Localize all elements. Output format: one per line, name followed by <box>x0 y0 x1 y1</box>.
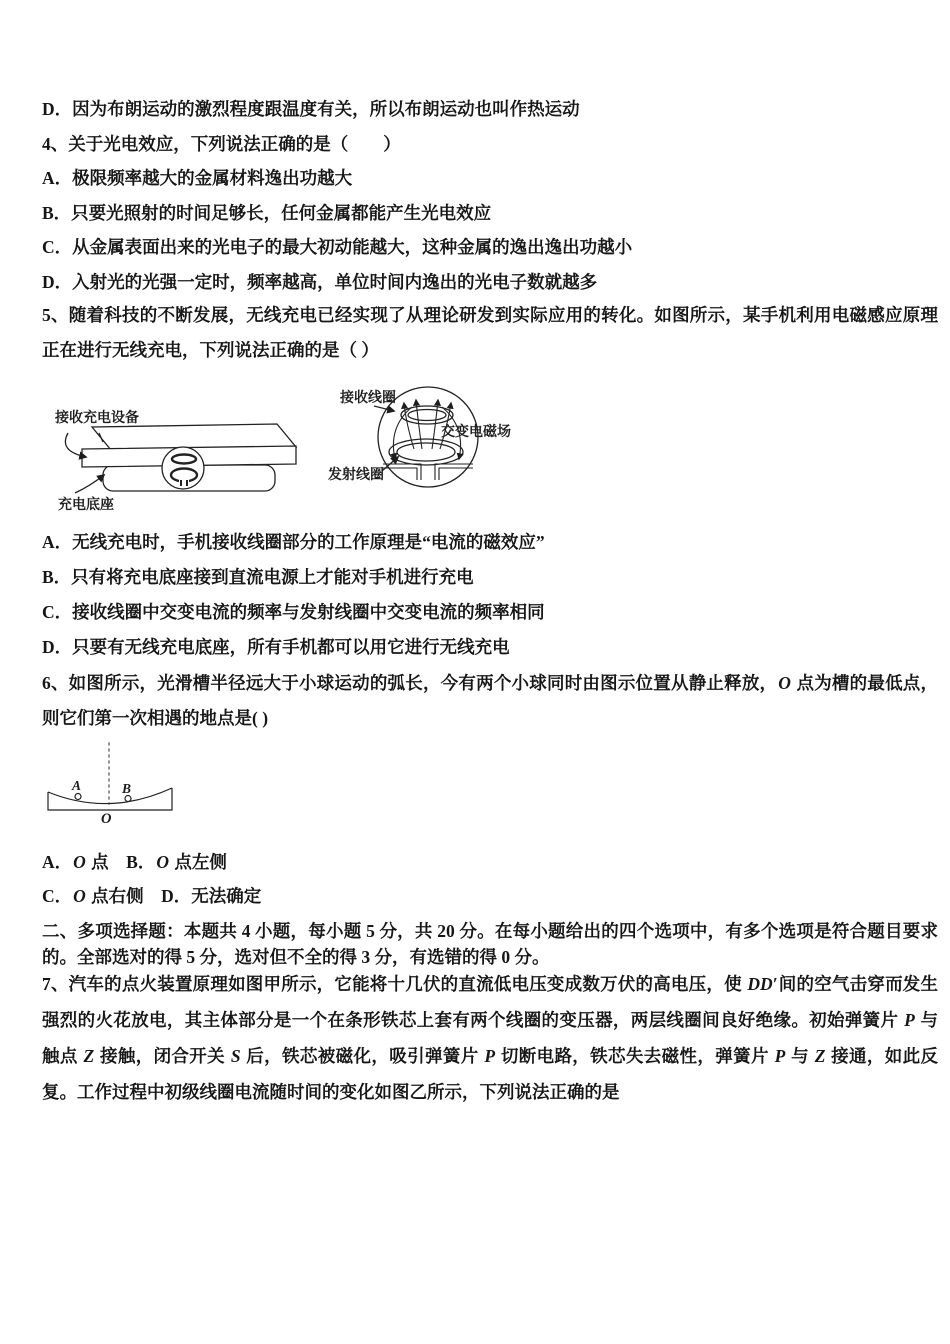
q7-stem: 7、汽车的点火装置原理如图甲所示，它能将十几伏的直流低电压变成数万伏的高电压，使 DD′间的空气击穿而发生强烈的火花放电，其主体部分是一个在条形铁芯上套有两个线圈的变压器，两层线圈间良好绝缘。初始弹簧片 P 与触点 Z 接触，闭合开关 S 后，铁芯被磁化，吸引弹簧片 P 切断电路，铁芯失去磁性，弹簧片 P 与 Z 接通，如此反复。工作过程中初级线圈电流随时间的变化如图乙所示，下列说法正确的是 <box>42 974 939 1102</box>
q5-option-a: A．无线充电时，手机接收线圈部分的工作原理是“电流的磁效应” <box>42 532 545 552</box>
ball-a <box>75 794 81 800</box>
charging-base-arrow <box>75 475 104 493</box>
wireless-charging-figure <box>42 385 524 520</box>
q4-option-d: D．入射光的光强一定时，频率越高，单位时间内逸出的光电子数就越多 <box>42 272 598 292</box>
q4-option-b: B．只要光照射的时间足够长，任何金属都能产生光电效应 <box>42 203 492 223</box>
groove-block <box>48 788 172 810</box>
groove-balls-figure <box>42 736 207 831</box>
transmit-coil-inner <box>397 443 455 461</box>
groove-arc <box>48 788 172 804</box>
receive-coil-label: 接收线圈 <box>340 391 396 406</box>
q6-options-cd: C．O 点右侧 D．无法确定 <box>42 886 262 906</box>
section2-header: 二、多项选择题：本题共 4 小题，每小题 5 分，共 20 分。在每小题给出的四个选项中，有多个选项是符合题目要求的。全部选对的得 5 分，选对但不全的得 3 分，有选错的得 0 分。 <box>42 921 938 967</box>
q4-option-c: C．从金属表面出来的光电子的最大初动能越大，这种金属的逸出逸出功越小 <box>42 237 633 257</box>
receive-coil-inner <box>408 410 446 421</box>
charging-base-label: 充电底座 <box>58 498 114 513</box>
ball-a-label: A <box>72 778 82 793</box>
q5-option-c: C．接收线圈中交变电流的频率与发射线圈中交变电流的频率相同 <box>42 602 545 622</box>
q5-option-b: B．只有将充电底座接到直流电源上才能对手机进行充电 <box>42 567 474 587</box>
receiver-device-label: 接收充电设备 <box>55 411 139 426</box>
q5-stem: 5、随着科技的不断发展，无线充电已经实现了从理论研发到实际应用的转化。如图所示，某手机利用电磁感应原理正在进行无线充电，下列说法正确的是（ ） <box>42 305 938 360</box>
q6-options-ab: A．O 点 B．O 点左侧 <box>42 852 227 872</box>
q3-option-d: D．因为布朗运动的激烈程度跟温度有关，所以布朗运动也叫作热运动 <box>42 99 580 119</box>
ball-b-label: B <box>122 781 132 796</box>
receive-coil-outer <box>401 406 453 424</box>
alt-field-label: 交变电磁场 <box>441 425 511 440</box>
receive-coil-arrow <box>374 406 394 411</box>
transmit-coil-label: 发射线圈 <box>328 468 384 483</box>
q4-option-a: A．极限频率越大的金属材料逸出功越大 <box>42 168 353 188</box>
base-channel <box>383 464 473 480</box>
ball-b <box>125 796 131 802</box>
q4-stem: 4、关于光电效应，下列说法正确的是（ ） <box>42 134 401 154</box>
q5-option-d: D．只要有无线充电底座，所有手机都可以用它进行无线充电 <box>42 637 510 657</box>
lowest-point-label: O <box>101 811 112 827</box>
q6-stem: 6、如图所示，光滑槽半径远大于小球运动的弧长，今有两个小球同时由图示位置从静止释放，O 点为槽的最低点，则它们第一次相遇的地点是( ) <box>42 673 938 728</box>
